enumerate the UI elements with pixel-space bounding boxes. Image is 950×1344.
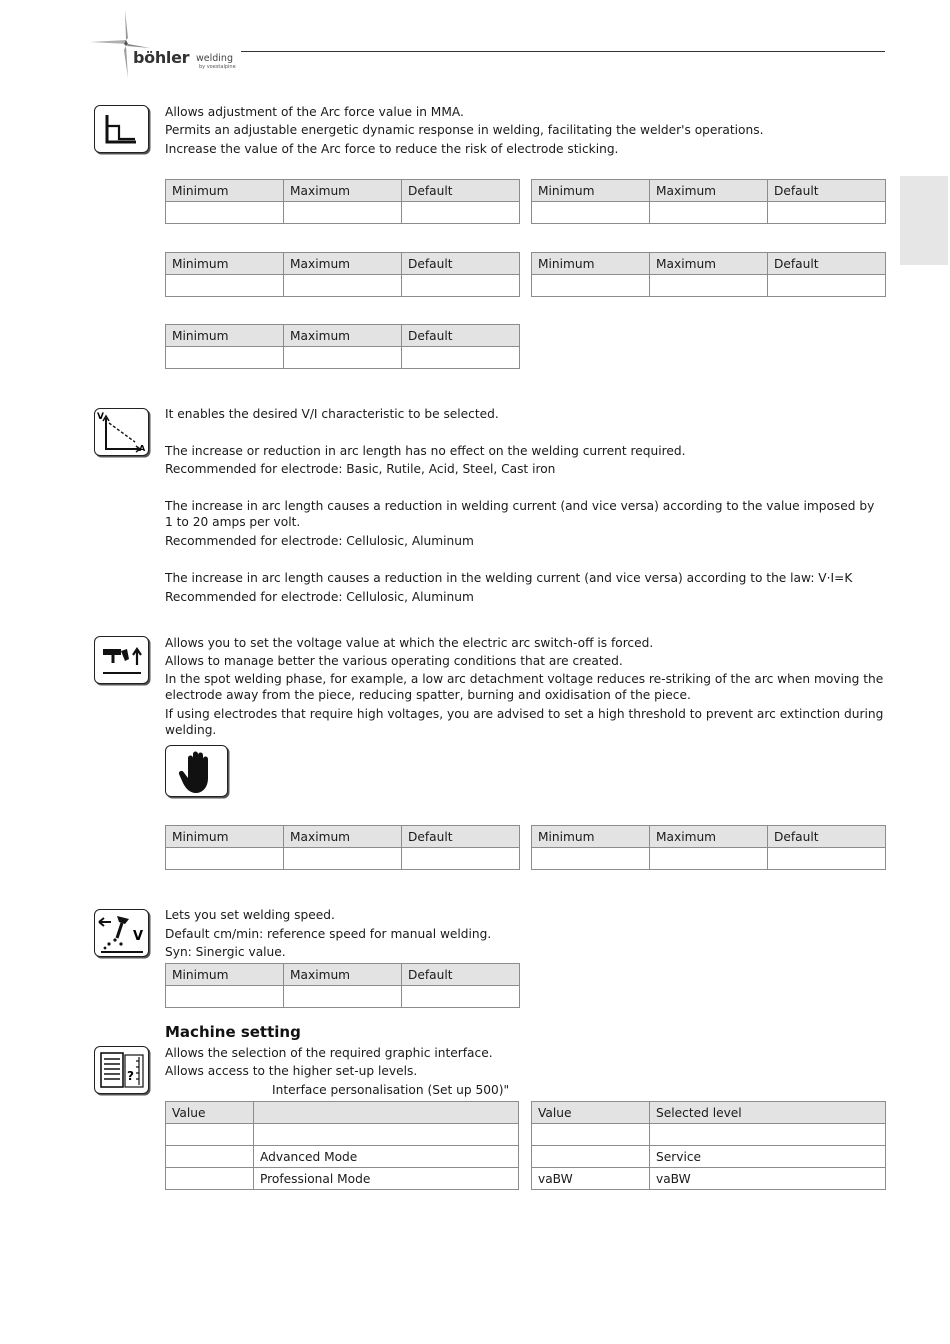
brand-sub: welding: [196, 53, 233, 64]
table-cell: [166, 1146, 254, 1168]
col-default: Default: [402, 180, 520, 202]
col-mode: [254, 1102, 519, 1124]
col-selected-level: Selected level: [650, 1102, 886, 1124]
machine-setting-title: Machine setting: [165, 1023, 301, 1041]
svg-text:V: V: [133, 929, 144, 944]
vi-p2-line-1: The increase in arc length causes a reduction in welding current (and vice versa) according to the value imposed by 1 to 20 amps per volt.: [165, 499, 875, 529]
col-minimum: Minimum: [166, 253, 284, 275]
table-cell: [402, 986, 520, 1008]
table-cell: [284, 986, 402, 1008]
arc-force-icon: [94, 105, 149, 153]
arc-detach-line-4: If using electrodes that require high voltages, you are advised to set a high threshold to prevent arc extinction during welding.: [165, 707, 884, 737]
machine-line-2: Allows access to the higher set-up levels.: [165, 1064, 418, 1078]
interface-personalisation-line: Interface personalisation (Set up 500)": [272, 1083, 510, 1097]
col-maximum: Maximum: [284, 180, 402, 202]
arc-force-table-2: [531, 179, 886, 224]
brand-name: böhler: [133, 48, 190, 67]
col-value: Value: [532, 1102, 650, 1124]
col-maximum: Maximum: [284, 253, 402, 275]
col-default: Default: [402, 964, 520, 986]
arc-detach-table-2: [531, 825, 886, 870]
table-cell: Advanced Mode: [254, 1146, 519, 1168]
table-cell: [532, 1146, 650, 1168]
welding-speed-icon: [94, 909, 149, 957]
table-cell: [768, 848, 886, 870]
table-cell: [166, 1168, 254, 1190]
vi-p3-line-1: The increase in arc length causes a reduction in the welding current (and vice versa) according to the law: V·I=K: [165, 571, 853, 585]
arc-force-line-2: Permits an adjustable energetic dynamic response in welding, facilitating the welder's operations.: [165, 123, 764, 137]
table-cell: [166, 275, 284, 297]
col-minimum: Minimum: [166, 180, 284, 202]
arc-force-table-1: [165, 179, 520, 224]
vi-p1-line-1: The increase or reduction in arc length has no effect on the welding current required.: [165, 444, 686, 458]
vi-p3-line-2: Recommended for electrode: Cellulosic, Aluminum: [165, 590, 474, 604]
col-minimum: Minimum: [532, 826, 650, 848]
col-maximum: Maximum: [284, 325, 402, 347]
table-cell: [254, 1124, 519, 1146]
table-cell: [284, 347, 402, 369]
table-cell: [284, 275, 402, 297]
arc-detach-line-3: In the spot welding phase, for example, a low arc detachment voltage reduces re-striking of the arc when moving the electrode away from the piece, reducing spatter, burning and oxidisation of the piece.: [165, 672, 884, 702]
table-cell: vaBW: [650, 1168, 886, 1190]
table-cell: [402, 275, 520, 297]
arc-detach-line-2: Allows to manage better the various operating conditions that are created.: [165, 654, 623, 668]
table-cell: [650, 275, 768, 297]
arc-detach-table-1: [165, 825, 520, 870]
table-cell: [768, 202, 886, 224]
vi-intro: It enables the desired V/I characteristic to be selected.: [165, 407, 499, 421]
arc-force-table-5: [165, 324, 520, 369]
col-maximum: Maximum: [650, 826, 768, 848]
table-cell: [532, 202, 650, 224]
col-maximum: Maximum: [284, 826, 402, 848]
hand-stop-icon: [165, 745, 228, 797]
table-cell: [532, 848, 650, 870]
speed-line-3: Syn: Sinergic value.: [165, 945, 286, 959]
col-default: Default: [768, 826, 886, 848]
arc-detachment-icon: [94, 636, 149, 684]
col-minimum: Minimum: [166, 964, 284, 986]
interface-table-right: [531, 1101, 886, 1190]
speed-table: [165, 963, 520, 1008]
table-cell: [166, 848, 284, 870]
header-rule: [241, 51, 885, 52]
table-cell: [650, 1124, 886, 1146]
col-default: Default: [402, 826, 520, 848]
table-cell: [166, 1124, 254, 1146]
svg-text:V: V: [97, 412, 104, 422]
table-cell: [284, 848, 402, 870]
col-minimum: Minimum: [532, 253, 650, 275]
svg-text:A: A: [139, 444, 146, 453]
arc-force-table-3: [165, 252, 520, 297]
side-tab: [900, 176, 948, 265]
col-default: Default: [768, 253, 886, 275]
col-maximum: Maximum: [650, 180, 768, 202]
speed-line-1: Lets you set welding speed.: [165, 908, 335, 922]
speed-line-2: Default cm/min: reference speed for manual welding.: [165, 927, 492, 941]
table-cell: [532, 275, 650, 297]
arc-force-line-3: Increase the value of the Arc force to reduce the risk of electrode sticking.: [165, 142, 619, 156]
arc-force-table-4: [531, 252, 886, 297]
col-maximum: Maximum: [284, 964, 402, 986]
vi-p2-line-2: Recommended for electrode: Cellulosic, Aluminum: [165, 534, 474, 548]
svg-text:?: ?: [127, 1069, 134, 1083]
machine-line-1: Allows the selection of the required graphic interface.: [165, 1046, 493, 1060]
machine-setting-icon: [94, 1046, 149, 1094]
table-cell: [284, 202, 402, 224]
col-default: Default: [402, 253, 520, 275]
col-value: Value: [166, 1102, 254, 1124]
table-cell: Professional Mode: [254, 1168, 519, 1190]
table-cell: Service: [650, 1146, 886, 1168]
table-cell: [166, 202, 284, 224]
col-default: Default: [402, 325, 520, 347]
col-default: Default: [768, 180, 886, 202]
table-cell: [650, 202, 768, 224]
col-minimum: Minimum: [532, 180, 650, 202]
table-cell: [768, 275, 886, 297]
table-cell: [402, 202, 520, 224]
col-minimum: Minimum: [166, 325, 284, 347]
col-minimum: Minimum: [166, 826, 284, 848]
table-cell: [166, 347, 284, 369]
arc-detach-line-1: Allows you to set the voltage value at which the electric arc switch-off is forced.: [165, 636, 654, 650]
col-maximum: Maximum: [650, 253, 768, 275]
interface-table-left: [165, 1101, 519, 1190]
arc-force-line-1: Allows adjustment of the Arc force value in MMA.: [165, 105, 464, 119]
table-cell: [402, 347, 520, 369]
brand-by: by voestalpine: [199, 64, 236, 70]
table-cell: vaBW: [532, 1168, 650, 1190]
table-cell: [166, 986, 284, 1008]
table-cell: [532, 1124, 650, 1146]
vi-p1-line-2: Recommended for electrode: Basic, Rutile, Acid, Steel, Cast iron: [165, 462, 556, 476]
table-cell: [650, 848, 768, 870]
table-cell: [402, 848, 520, 870]
vi-characteristic-icon: [94, 408, 149, 456]
